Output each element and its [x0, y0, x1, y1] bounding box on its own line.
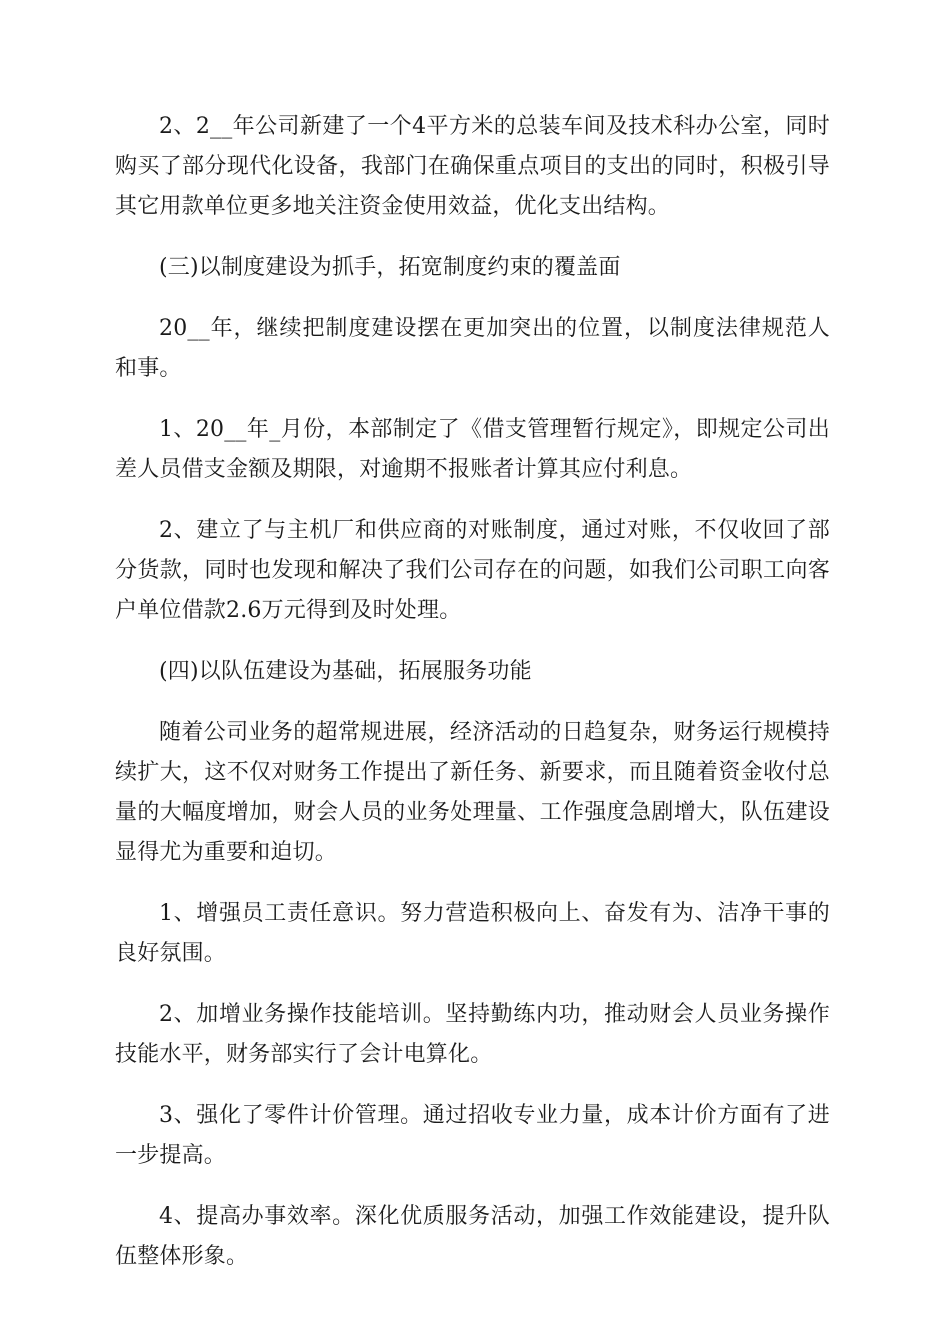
section-heading-4: (四)以队伍建设为基础，拓展服务功能 — [159, 659, 532, 684]
paragraph-6: 1、增强员工责任意识。努力营造积极向上、奋发有为、洁净干事的良好氛围。 — [115, 901, 830, 966]
paragraph-5: 随着公司业务的超常规进展，经济活动的日趋复杂，财务运行规模持续扩大，这不仅对财务工作提出了新任务、新要求，而且随着资金收付总量的大幅度增加，财会人员的业务处理量、工作强度急剧增大，队伍建设显得尤为重要和迫切。 — [115, 720, 830, 865]
paragraph-7: 2、加增业务操作技能培训。坚持勤练内功，推动财会人员业务操作技能水平，财务部实行了会计电算化。 — [115, 1002, 830, 1067]
paragraph-4: 2、建立了与主机厂和供应商的对账制度，通过对账，不仅收回了部分货款，同时也发现和解决了我们公司存在的问题，如我们公司职工向客户单位借款2.6万元得到及时处理。 — [115, 518, 830, 623]
paragraph-2: 20__年，继续把制度建设摆在更加突出的位置，以制度法律规范人和事。 — [115, 316, 830, 381]
paragraph-9: 4、提高办事效率。深化优质服务活动，加强工作效能建设，提升队伍整体形象。 — [115, 1204, 830, 1269]
paragraph-3: 1、20__年_月份，本部制定了《借支管理暂行规定》，即规定公司出差人员借支金额及期限，对逾期不报账者计算其应付利息。 — [115, 417, 830, 482]
document-body — [115, 107, 830, 1298]
paragraph-1: 2、2__年公司新建了一个4平方米的总装车间及技术科办公室，同时购买了部分现代化设备，我部门在确保重点项目的支出的同时，积极引导其它用款单位更多地关注资金使用效益，优化支出结构。 — [115, 114, 830, 219]
section-heading-3: (三)以制度建设为抓手，拓宽制度约束的覆盖面 — [159, 255, 621, 280]
paragraph-8: 3、强化了零件计价管理。通过招收专业力量，成本计价方面有了进一步提高。 — [115, 1103, 830, 1168]
